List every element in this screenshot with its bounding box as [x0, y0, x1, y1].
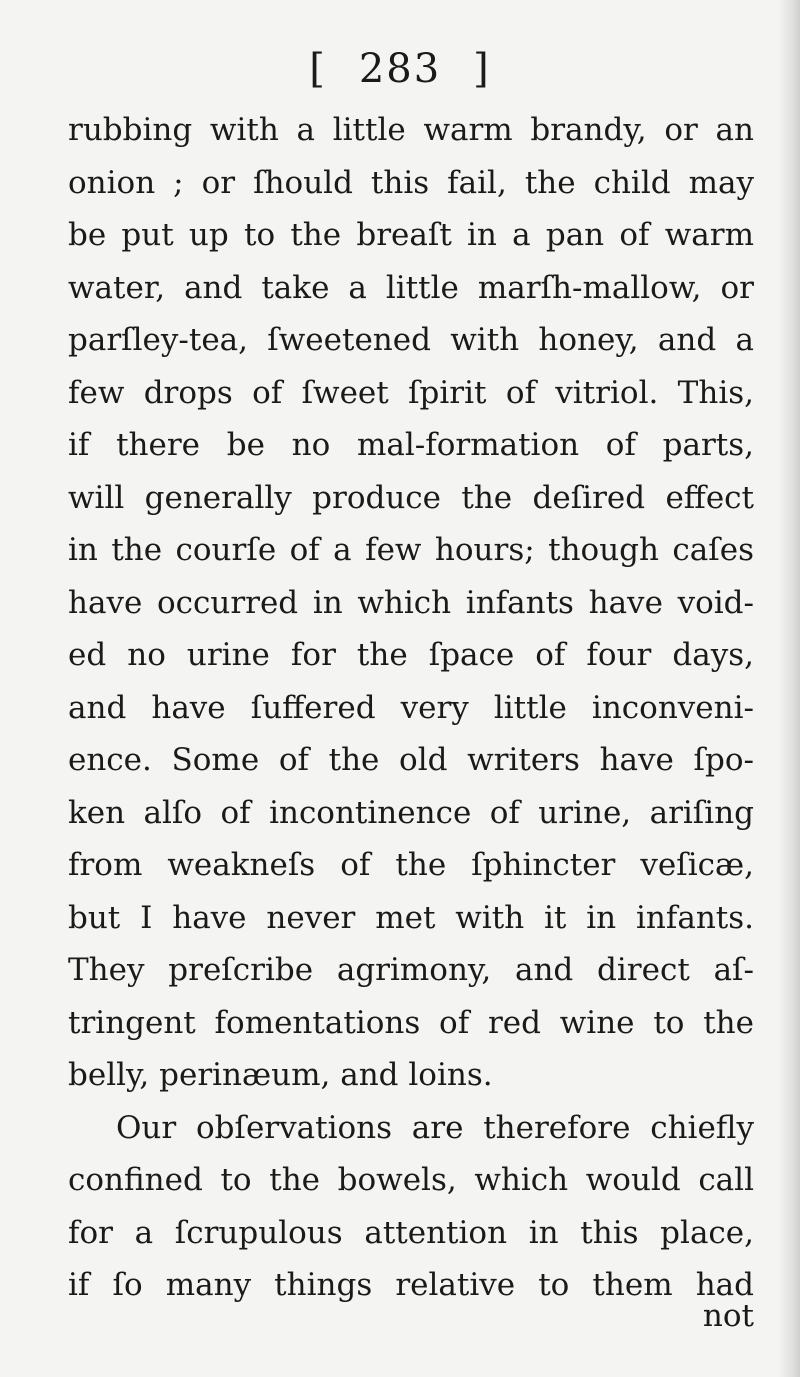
paragraph-2 — [68, 1102, 754, 1312]
text-line: be put up to the breaſt in a pan of warm — [68, 217, 754, 253]
text-line: They preſcribe agrimony, and direct aſ- — [68, 952, 754, 988]
body-text — [68, 104, 754, 1312]
text-line: will generally produce the deſired effect — [68, 479, 754, 516]
page-edge-shadow — [778, 0, 800, 1377]
text-line: from weakneſs of the ſphincter veſicæ, — [68, 847, 754, 883]
text-line: rubbing with a little warm brandy, or an — [68, 112, 754, 148]
text-line: ence. Some of the old writers have ſpo- — [68, 742, 754, 778]
header-open-bracket: [ — [309, 46, 327, 92]
text-line: ken alſo of incontinence of urine, ariſing — [68, 794, 754, 831]
text-line: tringent fomentations of red wine to the — [68, 1004, 754, 1041]
header-close-bracket: ] — [473, 46, 491, 92]
text-line: belly, perinæum, and loins. — [68, 1057, 493, 1093]
text-line: for a ſcrupulous attention in this place, — [68, 1214, 754, 1251]
text-line: and have ſuffered very little inconveni- — [68, 689, 754, 726]
text-line: if there be no mal-formation of parts, — [68, 427, 754, 463]
text-line: ed no urine for the ſpace of four days, — [68, 637, 754, 673]
text-line: few drops of ſweet ſpirit of vitriol. This, — [68, 374, 754, 411]
catchword: not — [702, 1298, 754, 1334]
page-header — [0, 46, 800, 92]
text-line: have occurred in which infants have void- — [68, 584, 754, 621]
text-line: Our obſervations are therefore chiefly — [116, 1109, 754, 1146]
text-line: in the courſe of a few hours; though caſes — [68, 532, 754, 568]
page-number: 283 — [358, 46, 442, 92]
text-line: if ſo many things relative to them had — [68, 1267, 754, 1303]
text-line: parſley-tea, ſweetened with honey, and a — [68, 322, 754, 358]
text-line: but I have never met with it in infants. — [68, 899, 754, 936]
paragraph-1 — [68, 104, 754, 1102]
text-line: confined to the bowels, which would call — [68, 1162, 754, 1198]
text-line: onion ; or ſhould this fail, the child may — [68, 164, 754, 201]
text-line: water, and take a little marſh-mallow, or — [68, 269, 754, 306]
